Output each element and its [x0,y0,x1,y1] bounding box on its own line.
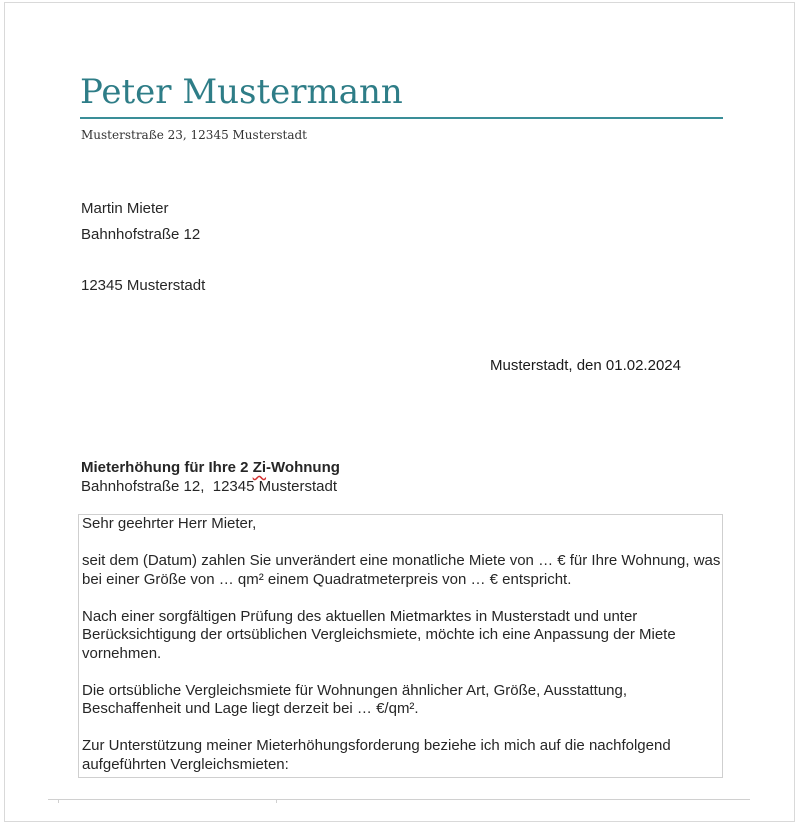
recipient-city[interactable]: 12345 Musterstadt [81,277,206,294]
letterhead-address[interactable]: Musterstraße 23, 12345 Musterstadt [81,128,307,142]
body-paragraph: Zur Unterstützung meiner Mieterhöhungsforderung beziehe ich mich auf die nachfolgend aufgeführten Vergleichsmieten: [82,737,671,773]
body-paragraph: Nach einer sorgfältigen Prüfung des aktuellen Mietmarktes in Musterstadt und unter Berücksichtigung der ortsüblichen Vergleichsmiete, möchte ich eine Anpassung der Miete vornehmen. [82,607,676,662]
subject-address[interactable]: Bahnhofstraße 12, 12345 Musterstadt [81,478,337,495]
misspelled-word[interactable]: Zi [252,459,267,476]
body-paragraph: Die ortsübliche Vergleichsmiete für Wohnungen ähnlicher Art, Größe, Ausstattung, Beschaffenheit und Lage liegt derzeit bei … €/qm². [82,681,628,717]
body-paragraph: seit dem (Datum) zahlen Sie unverändert eine monatliche Miete von … € für Ihre Wohnung, was bei einer Größe von … qm² einem Quadratmeterpreis von … € entspricht. [82,552,721,588]
letterhead-name[interactable]: Peter Mustermann [80,72,403,112]
recipient-name[interactable]: Martin Mieter [81,200,169,217]
subject-line[interactable] [81,459,340,476]
subject-suffix: -Wohnung [266,459,340,476]
subject-prefix: Mieterhöhung für Ihre 2 [81,459,253,476]
salutation: Sehr geehrter Herr Mieter, [82,515,257,532]
date-line[interactable]: Musterstadt, den 01.02.2024 [490,357,681,374]
comparison-table-top-border [48,799,750,803]
letterhead-divider [80,117,723,119]
letter-body-content-control[interactable] [78,514,723,778]
recipient-street[interactable]: Bahnhofstraße 12 [81,226,201,243]
